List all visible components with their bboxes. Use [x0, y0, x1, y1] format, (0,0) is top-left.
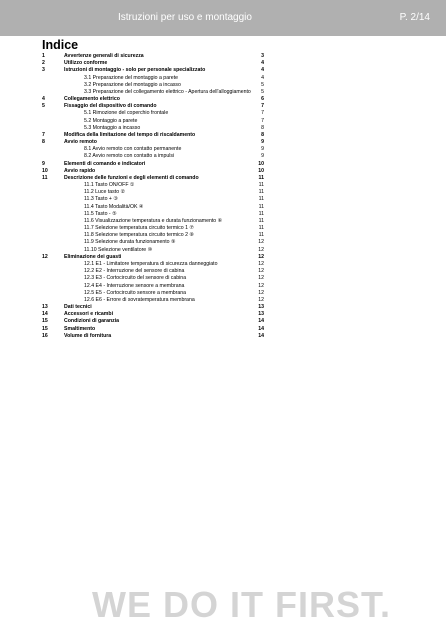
toc-entry-title: Istruzioni di montaggio - solo per personale specializzato: [64, 67, 206, 74]
toc-entry-number: [42, 211, 64, 218]
toc-entry-page: 8: [261, 124, 264, 131]
toc-entry-page: 12: [258, 253, 264, 260]
toc-entry-number: [42, 225, 64, 232]
toc-section-row: [42, 211, 264, 218]
toc-entry-page: 14: [258, 325, 264, 332]
toc-entry-number: [42, 204, 64, 211]
toc-entry-page: 14: [258, 318, 264, 325]
toc-entry-page: 5: [261, 88, 264, 95]
document-title: Istruzioni per uso e montaggio: [118, 12, 252, 23]
toc-chapter-row: [42, 254, 264, 261]
toc-entry-page: 7: [261, 103, 264, 110]
toc-entry-title: 3.3 Preparazione del collegamento elettrico - Apertura dell'alloggiamento: [84, 88, 251, 95]
toc-section-row: [42, 196, 264, 203]
toc-entry-number: 1: [42, 53, 45, 59]
toc-chapter-row: [42, 311, 264, 318]
toc-entry-page: 11: [258, 210, 264, 217]
toc-entry-page: 4: [261, 60, 264, 67]
toc-entry-number: [42, 118, 64, 125]
toc-entry-title: 12.6 E6 - Errore di sovratemperatura membrana: [84, 296, 195, 303]
toc-entry-page: 5: [261, 81, 264, 88]
toc-entry-number: [42, 196, 64, 203]
toc-section-row: [42, 232, 264, 239]
toc-entry-page: 11: [258, 189, 264, 196]
toc-entry-title: Avvio remoto: [64, 139, 97, 146]
page-header: [0, 0, 446, 36]
toc-section-row: [42, 297, 264, 304]
toc-entry-page: 10: [258, 160, 264, 167]
toc-entry-number: [42, 189, 64, 196]
toc-section-row: [42, 225, 264, 232]
toc-entry-number: [42, 232, 64, 239]
toc-entry-title: Collegamento elettrico: [64, 96, 120, 103]
toc-entry-number: 13: [42, 304, 48, 311]
toc-entry-page: 11: [258, 225, 264, 232]
toc-entry-title: 8.1 Avvio remoto con contatto permanente: [84, 146, 182, 153]
page-number: P. 2/14: [399, 12, 430, 23]
toc-entry-number: 2: [42, 60, 45, 67]
toc-entry-title: 12.2 E2 - Interruzione del sensore di cabina: [84, 268, 185, 275]
toc-chapter-row: [42, 168, 264, 175]
toc-entry-page: 4: [261, 74, 264, 81]
toc-entry-title: 5.1 Rimozione del coperchio frontale: [84, 110, 169, 117]
toc-section-row: [42, 118, 264, 125]
toc-section-row: [42, 82, 264, 89]
toc-entry-title: Fissaggio del dispositivo di comando: [64, 103, 157, 110]
toc-entry-title: Modifica della limitazione del tempo di riscaldamento: [64, 131, 196, 138]
toc-chapter-row: [42, 53, 264, 60]
toc-entry-number: 4: [42, 96, 45, 103]
toc-entry-title: 12.1 E1 - Limitatore temperatura di sicurezza danneggiato: [84, 260, 218, 267]
toc-entry-number: [42, 110, 64, 117]
toc-chapter-row: [42, 67, 264, 74]
toc-entry-page: 11: [258, 196, 264, 203]
toc-chapter-row: [42, 96, 264, 103]
toc-entry-number: [42, 218, 64, 225]
toc-entry-page: 9: [261, 146, 264, 153]
toc-entry-page: 12: [258, 268, 264, 275]
toc-entry-title: 5.3 Montaggio a incasso: [84, 124, 141, 131]
toc-entry-title: 11.9 Selezione durata funzionamento ⑨: [84, 239, 176, 246]
toc-entry-page: 11: [258, 232, 264, 239]
toc-entry-number: [42, 268, 64, 275]
toc-entry-page: 12: [258, 275, 264, 282]
toc-section-row: [42, 204, 264, 211]
toc-section-row: [42, 290, 264, 297]
toc-section-row: [42, 189, 264, 196]
toc-entry-number: [42, 182, 64, 189]
toc-chapter-row: [42, 333, 264, 340]
toc-entry-title: Condizioni di garanzia: [64, 318, 120, 325]
toc-entry-title: 11.8 Selezione temperatura circuito termico 2 ⑧: [84, 232, 195, 239]
toc-entry-title: 3.2 Preparazione del montaggio a incasso: [84, 81, 181, 88]
toc-entry-page: 3: [261, 53, 264, 59]
toc-entry-number: 3: [42, 67, 45, 74]
toc-section-row: [42, 268, 264, 275]
toc-entry-number: [42, 239, 64, 246]
toc-entry-number: [42, 82, 64, 89]
toc-section-row: [42, 239, 264, 246]
toc-chapter-row: [42, 304, 264, 311]
toc-entry-title: 12.3 E3 - Cortocircuito del sensore di cabina: [84, 275, 187, 282]
toc-entry-number: 15: [42, 318, 48, 325]
toc-chapter-row: [42, 60, 264, 67]
toc-entry-number: 10: [42, 167, 48, 174]
toc-section-row: [42, 153, 264, 160]
toc-entry-number: [42, 283, 64, 290]
toc-entry-page: 11: [258, 174, 264, 181]
toc-section-row: [42, 110, 264, 117]
toc-entry-number: 8: [42, 139, 45, 146]
toc-entry-number: 12: [42, 253, 48, 260]
toc-entry-page: 14: [258, 332, 264, 339]
toc-entry-title: Avvio rapido: [64, 167, 96, 174]
toc-entry-title: Eliminazione dei guasti: [64, 253, 122, 260]
toc-entry-title: 11.1 Tasto ON/OFF ①: [84, 182, 135, 189]
toc-section-row: [42, 89, 264, 96]
toc-entry-title: Utilizzo conforme: [64, 60, 108, 67]
toc-entry-page: 13: [258, 311, 264, 318]
toc-entry-page: 11: [258, 217, 264, 224]
toc-entry-title: Elementi di comando e indicatori: [64, 160, 146, 167]
toc-entry-page: 9: [261, 153, 264, 160]
toc-entry-title: Descrizione delle funzioni e degli elementi di comando: [64, 174, 199, 181]
toc-chapter-row: [42, 175, 264, 182]
toc-section-row: [42, 125, 264, 132]
toc-entry-number: 7: [42, 131, 45, 138]
toc-entry-title: 8.2 Avvio remoto con contatto a impulsi: [84, 153, 175, 160]
toc-entry-number: 16: [42, 332, 48, 339]
toc-chapter-row: [42, 326, 264, 333]
toc-chapter-row: [42, 318, 264, 325]
toc-entry-title: Smaltimento: [64, 325, 96, 332]
toc-section-row: [42, 283, 264, 290]
toc-entry-page: 12: [258, 260, 264, 267]
toc-entry-page: 11: [258, 182, 264, 189]
toc-entry-page: 11: [258, 203, 264, 210]
toc-entry-number: 9: [42, 160, 45, 167]
toc-entry-number: [42, 275, 64, 282]
toc-chapter-row: [42, 139, 264, 146]
toc-entry-page: 13: [258, 304, 264, 311]
toc-entry-number: [42, 297, 64, 304]
toc-chapter-row: [42, 132, 264, 139]
toc-chapter-row: [42, 161, 264, 168]
toc-entry-number: [42, 247, 64, 254]
toc-entry-number: 14: [42, 311, 48, 318]
toc-entry-title: 11.3 Tasto + ③: [84, 196, 119, 203]
toc-entry-title: 11.5 Tasto - ⑤: [84, 210, 117, 217]
table-of-contents: [42, 53, 264, 340]
toc-section-row: [42, 146, 264, 153]
toc-entry-number: 11: [42, 174, 48, 181]
toc-entry-title: Volume di fornitura: [64, 332, 112, 339]
toc-entry-page: 12: [258, 289, 264, 296]
toc-entry-number: 5: [42, 103, 45, 110]
toc-entry-number: [42, 146, 64, 153]
toc-entry-title: 11.2 Luce tasto ②: [84, 189, 126, 196]
toc-entry-title: 11.10 Selezione ventilatore ⑩: [84, 246, 153, 253]
toc-section-row: [42, 75, 264, 82]
toc-section-row: [42, 218, 264, 225]
toc-entry-title: 12.5 E5 - Cortocircuito sensore a membrana: [84, 289, 187, 296]
toc-entry-page: 12: [258, 296, 264, 303]
toc-entry-title: Avvertenze generali di sicurezza: [64, 53, 144, 59]
toc-entry-page: 4: [261, 67, 264, 74]
toc-chapter-row: [42, 103, 264, 110]
toc-entry-page: 12: [258, 239, 264, 246]
toc-entry-page: 12: [258, 282, 264, 289]
toc-entry-page: 9: [261, 139, 264, 146]
toc-entry-title: 12.4 E4 - Interruzione sensore a membrana: [84, 282, 185, 289]
toc-entry-number: [42, 261, 64, 268]
toc-entry-number: [42, 75, 64, 82]
toc-entry-title: Accessori e ricambi: [64, 311, 114, 318]
toc-section-row: [42, 275, 264, 282]
toc-entry-number: [42, 290, 64, 297]
toc-heading: Indice: [42, 38, 79, 52]
toc-entry-title: 11.6 Visualizzazione temperatura e durata funzionamento ⑥: [84, 217, 223, 224]
toc-entry-title: 5.2 Montaggio a parete: [84, 117, 138, 124]
toc-entry-page: 8: [261, 131, 264, 138]
toc-section-row: [42, 261, 264, 268]
toc-entry-page: 6: [261, 96, 264, 103]
toc-entry-title: 11.4 Tasto Modalità/OK ④: [84, 203, 144, 210]
toc-entry-page: 10: [258, 167, 264, 174]
slogan: WE DO IT FIRST.: [92, 584, 391, 625]
toc-entry-page: 7: [261, 117, 264, 124]
toc-entry-title: Dati tecnici: [64, 304, 92, 311]
toc-section-row: [42, 182, 264, 189]
toc-entry-number: [42, 153, 64, 160]
toc-entry-page: 12: [258, 246, 264, 253]
toc-entry-number: 15: [42, 325, 48, 332]
toc-entry-title: 11.7 Selezione temperatura circuito termico 1 ⑦: [84, 225, 195, 232]
toc-section-row: [42, 247, 264, 254]
toc-entry-title: 3.1 Preparazione del montaggio a parete: [84, 74, 179, 81]
toc-entry-page: 7: [261, 110, 264, 117]
toc-entry-number: [42, 89, 64, 96]
toc-entry-number: [42, 125, 64, 132]
